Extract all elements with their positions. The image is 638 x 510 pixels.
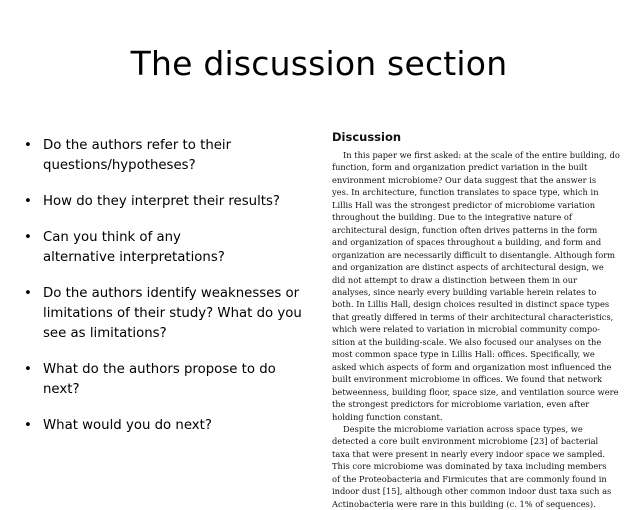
paper-line: betweenness, building floor, space size, and ventilation source were [332,386,619,397]
paper-heading: Discussion [332,130,402,144]
slide-title: The discussion section [130,44,508,83]
paper-line: environment microbiome? Our data suggest that the answer is [332,174,597,185]
bullet-text: Do the authors refer to their questions/hypotheses? [43,138,232,173]
paper-line: This core microbiome was dominated by taxa including members [332,461,607,472]
paper-line: the strongest predictors for microbiome variation, even after [332,399,590,410]
paper-line: which were related to variation in microbial community compo- [332,324,601,335]
bullet-text: Can you think of any alternative interpretations? [43,230,225,265]
paper-line: built environment microbiome in offices. We found that network [332,374,603,385]
paper-line: that greatly differed in terms of their architectural characteristics, [332,311,614,322]
paper-line: of the Proteobacteria and Firmicutes that are commonly found in [332,473,607,484]
paper-text [325,149,625,510]
paper-line: and organization of spaces throughout a building, and form and [332,237,602,248]
bullet-icon: • [24,418,32,433]
paper-line: most common space type in Lillis Hall: offices. Specifically, we [332,349,595,360]
list-item [22,228,314,268]
paper-line: detected a core built environment microbiome [23] of bacterial [332,436,599,447]
question-list [22,136,314,452]
list-item [22,136,314,176]
bullet-icon: • [24,194,32,209]
paper-excerpt-image [325,128,625,509]
paper-line: taxa that were present in nearly every indoor space we sampled. [332,448,606,459]
list-item [22,192,314,212]
list-item [22,360,314,400]
paper-line: architectural design, function often drives patterns in the form [332,224,598,235]
paper-line: yes. In architecture, function translates to space type, which in [332,187,599,198]
list-item [22,416,314,436]
paper-line: Despite the microbiome variation across space types, we [343,423,583,434]
bullet-icon: • [24,362,32,377]
paper-line: asked which aspects of form and organization most influenced the [332,361,612,372]
list-item [22,284,314,344]
paper-line: analyses, since nearly every building variable herein relates to [332,286,597,297]
bullet-icon: • [24,286,32,301]
paper-line: holding function constant. [332,411,443,422]
bullet-icon: • [24,230,32,245]
bullet-text: What would you do next? [43,418,212,433]
paper-line: Lillis Hall was the strongest predictor of microbiome variation [332,199,596,210]
bullet-icon: • [24,138,32,153]
paper-line: sition at the building-scale. We also focused our analyses on the [332,336,602,347]
paper-line: In this paper we first asked: at the scale of the entire building, do [343,150,620,160]
paper-line: function, form and organization predict variation in the built [332,162,588,173]
paper-line: and organization are distinct aspects of architectural design, we [332,262,604,273]
paper-line: throughout the building. Due to the integrative nature of [332,212,572,223]
bullet-text: How do they interpret their results? [43,194,280,209]
paper-line: indoor dust [15], although other common indoor dust taxa such as [332,486,612,497]
bullet-text: What do the authors propose to do next? [43,362,276,397]
bullet-text: Do the authors identify weaknesses or limitations of their study? What do you see as limitations? [43,286,302,341]
paper-line: Actinobacteria were rare in this building (c. 1% of sequences). [332,498,596,509]
paper-line: organization are necessarily difficult to disentangle. Although form [332,249,616,260]
paper-line: did not attempt to draw a distinction between them in our [332,274,578,285]
paper-line: both. In Lillis Hall, design choices resulted in distinct space types [332,299,610,310]
